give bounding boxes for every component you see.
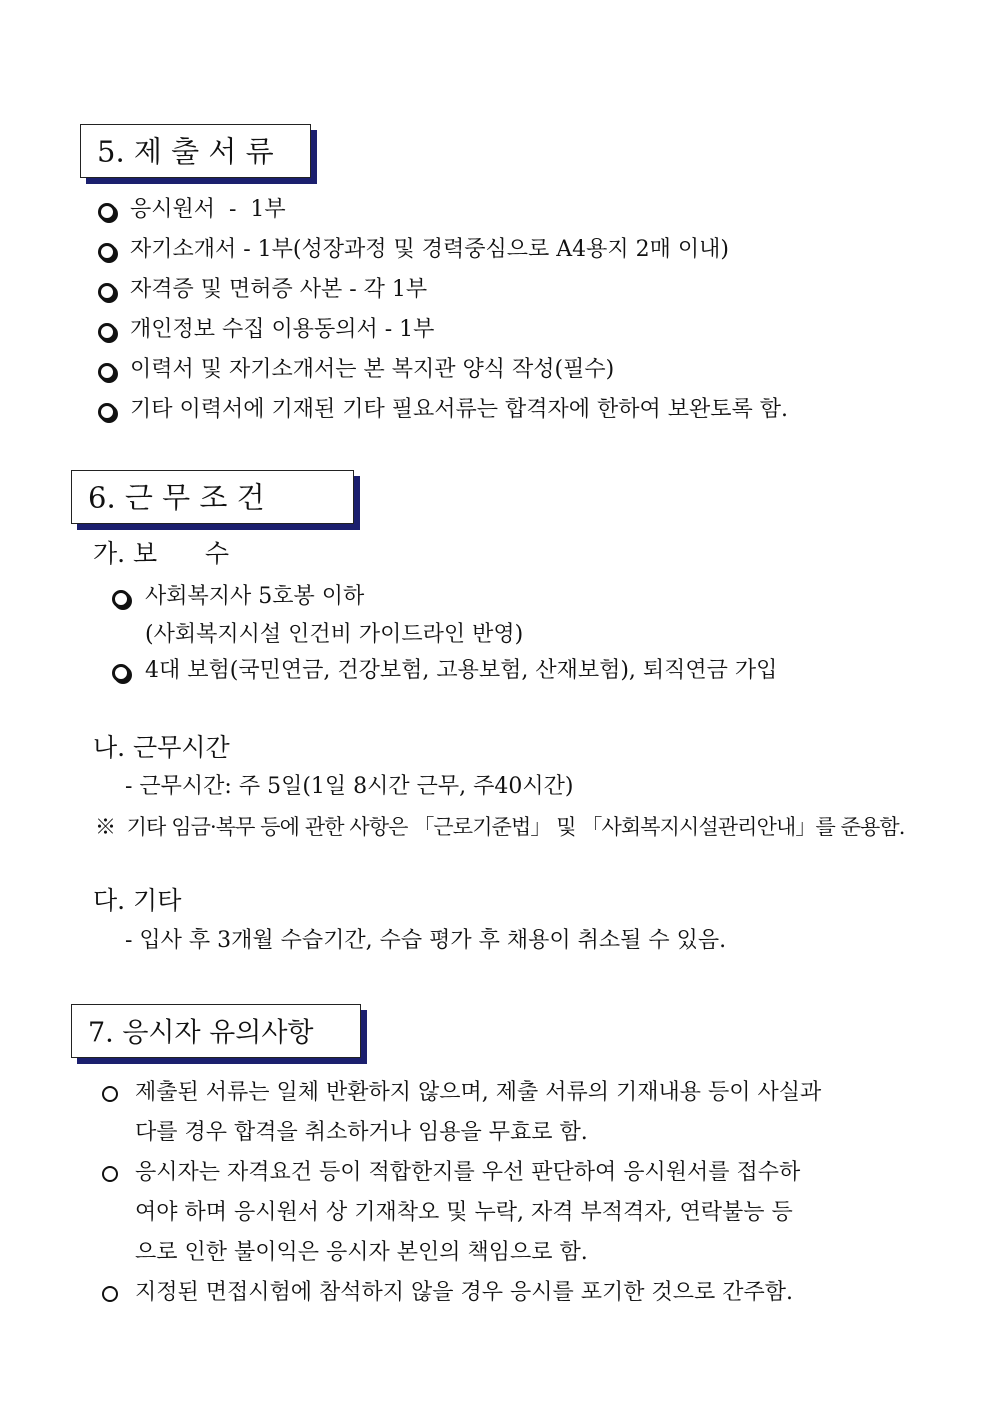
other-heading: 다. 기타 xyxy=(93,886,182,915)
pay-heading: 가. 보 수 xyxy=(93,539,230,568)
list-item: 자격증 및 면허증 사본 - 각 1부 xyxy=(130,277,428,302)
section-7-title: 7. 응시자 유의사항 xyxy=(88,1017,314,1049)
bullet-icon xyxy=(102,1166,118,1182)
list-item-continued: 여야 하며 응시원서 상 기재착오 및 누락, 자격 부적격자, 연락불능 등 xyxy=(135,1200,793,1225)
bullet-icon xyxy=(102,1286,118,1302)
other-line: - 입사 후 3개월 수습기간, 수습 평가 후 채용이 취소될 수 있음. xyxy=(125,928,727,953)
pay-item: 사회복지사 5호봉 이하 xyxy=(145,584,365,609)
pay-item: 4대 보험(국민연금, 건강보험, 고용보험, 산재보험), 퇴직연금 가입 xyxy=(145,658,778,683)
section-5-title: 5. 제 출 서 류 xyxy=(97,134,274,169)
bullet-icon xyxy=(98,403,116,421)
pay-item-note: (사회복지시설 인건비 가이드라인 반영) xyxy=(145,622,524,647)
list-item: 기타 이력서에 기재된 기타 필요서류는 합격자에 한하여 보완토록 함. xyxy=(130,397,788,422)
hours-note: ※ 기타 임금·복무 등에 관한 사항은 「근로기준법」 및 「사회복지시설관리안내」를 준용함. xyxy=(95,815,905,839)
list-item-continued: 다를 경우 합격을 취소하거나 임용을 무효로 함. xyxy=(135,1120,588,1145)
bullet-icon xyxy=(98,203,116,221)
hours-line: - 근무시간: 주 5일(1일 8시간 근무, 주40시간) xyxy=(125,774,574,799)
list-item: 개인정보 수집 이용동의서 - 1부 xyxy=(130,317,435,342)
section-6-header xyxy=(71,470,354,524)
hours-heading: 나. 근무시간 xyxy=(93,733,230,762)
section-5-header xyxy=(80,124,311,178)
list-item: 응시원서 - 1부 xyxy=(130,197,286,222)
bullet-icon xyxy=(98,363,116,381)
list-item-continued: 으로 인한 불이익은 응시자 본인의 책임으로 함. xyxy=(135,1240,588,1265)
bullet-icon xyxy=(98,283,116,301)
list-item: 응시자는 자격요건 등이 적합한지를 우선 판단하여 응시원서를 접수하 xyxy=(135,1160,801,1185)
bullet-icon xyxy=(98,323,116,341)
bullet-icon xyxy=(112,590,130,608)
bullet-icon xyxy=(112,664,130,682)
section-6-title: 6. 근 무 조 건 xyxy=(88,480,265,515)
list-item: 제출된 서류는 일체 반환하지 않으며, 제출 서류의 기재내용 등이 사실과 xyxy=(135,1080,822,1105)
list-item: 지정된 면접시험에 참석하지 않을 경우 응시를 포기한 것으로 간주함. xyxy=(135,1280,793,1305)
bullet-icon xyxy=(102,1086,118,1102)
list-item: 자기소개서 - 1부(성장과정 및 경력중심으로 A4용지 2매 이내) xyxy=(130,237,729,262)
section-7-header xyxy=(71,1004,361,1058)
list-item: 이력서 및 자기소개서는 본 복지관 양식 작성(필수) xyxy=(130,357,615,382)
bullet-icon xyxy=(98,243,116,261)
